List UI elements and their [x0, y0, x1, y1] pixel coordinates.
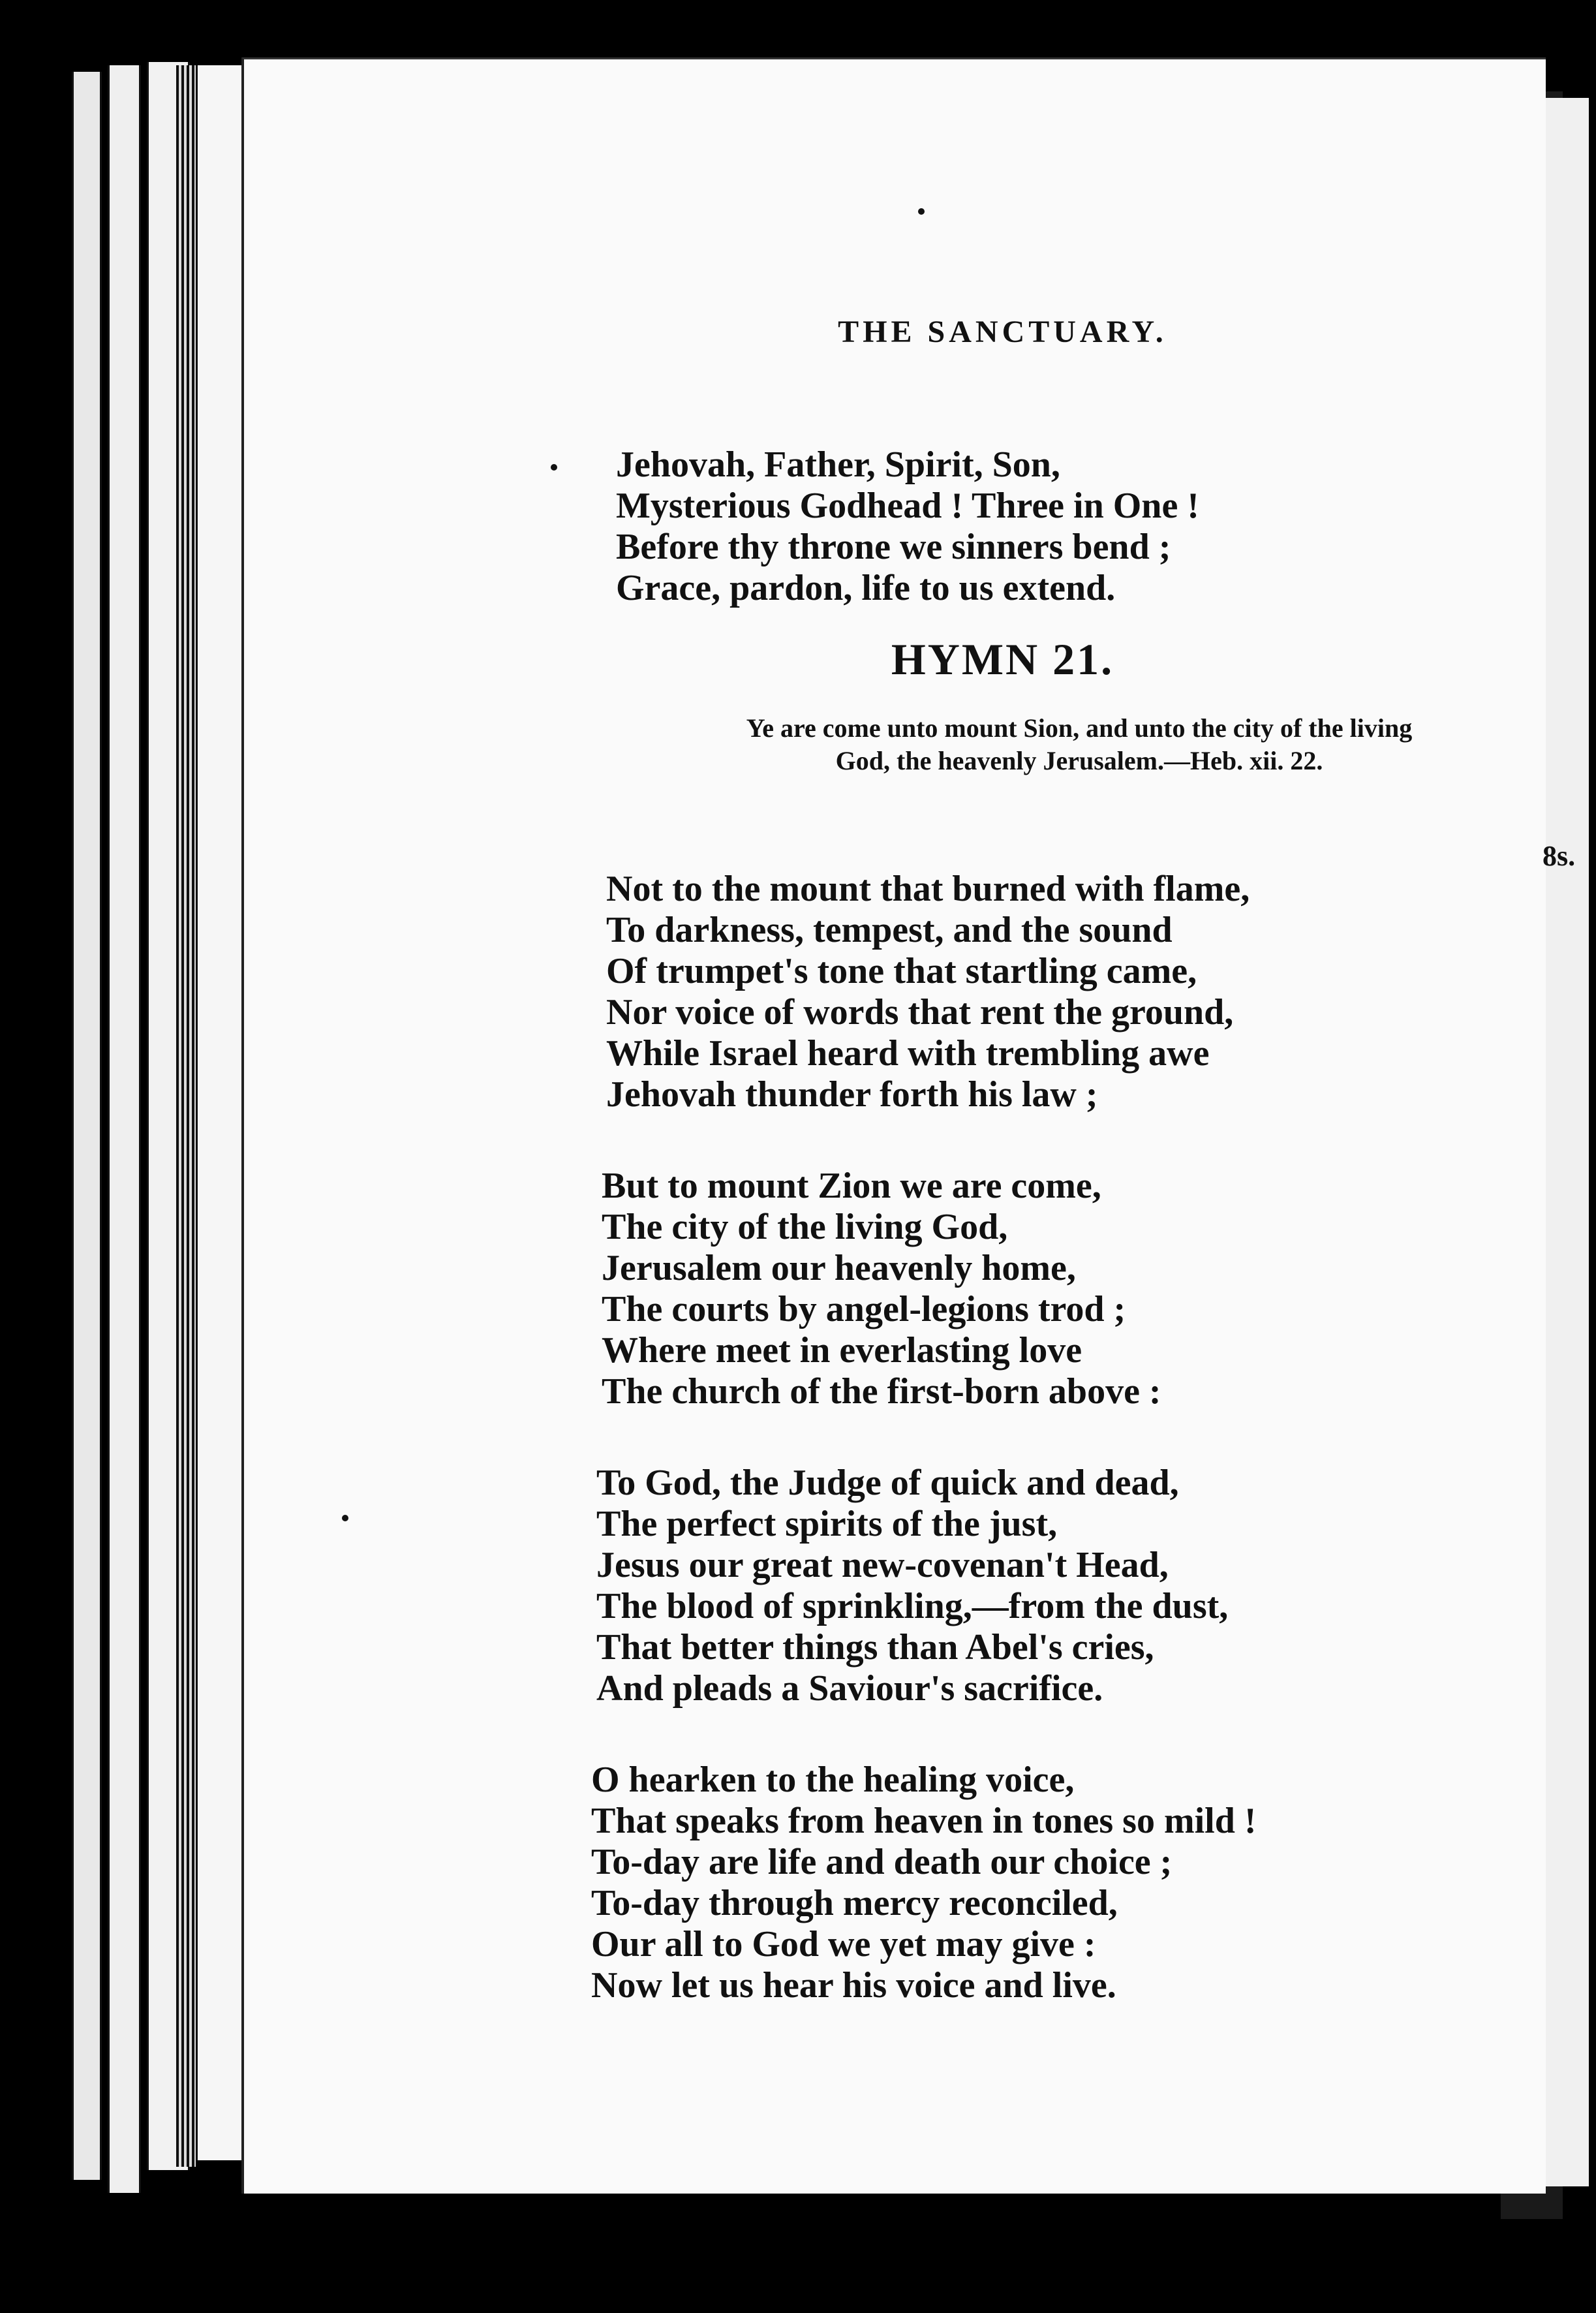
hymn-stanza-4 — [591, 1760, 1257, 2006]
verse-line: Now let us hear his voice and live. — [591, 1965, 1116, 2006]
verse-line: The perfect spirits of the just, — [596, 1504, 1058, 1544]
facing-page-edge — [1543, 98, 1589, 2186]
verse-line: And pleads a Saviour's sacrifice. — [596, 1668, 1103, 1709]
verse-line: Jesus our great new-covenan't Head, — [596, 1545, 1169, 1585]
page-edge — [72, 72, 102, 2180]
ink-speck — [551, 464, 557, 471]
hymn-title: HYMN 21. — [891, 634, 1114, 684]
verse-line: To darkness, tempest, and the sound — [606, 910, 1173, 950]
book-spine — [176, 65, 196, 2167]
verse-line: Where meet in everlasting love — [602, 1330, 1082, 1371]
verse-line: Grace, pardon, life to us extend. — [616, 568, 1116, 608]
verse-line: The city of the living God, — [602, 1207, 1008, 1247]
verse-line: Before thy throne we sinners bend ; — [616, 527, 1171, 567]
verse-line: The blood of sprinkling,—from the dust, — [596, 1586, 1229, 1626]
epigraph-line: God, the heavenly Jerusalem.—Heb. xii. 22. — [835, 746, 1323, 775]
verse-line: Nor voice of words that rent the ground, — [606, 992, 1234, 1032]
verse-line: O hearken to the healing voice, — [591, 1760, 1075, 1800]
verse-line: Jehovah thunder forth his law ; — [606, 1074, 1098, 1115]
verse-line: The courts by angel-legions trod ; — [602, 1289, 1126, 1329]
verse-line: To-day are life and death our choice ; — [591, 1842, 1173, 1882]
ink-speck — [918, 208, 925, 215]
verse-line: The church of the first-born above : — [602, 1371, 1161, 1412]
verse-line: Jehovah, Father, Spirit, Son, — [616, 444, 1060, 485]
verse-line: Of trumpet's tone that startling came, — [606, 951, 1197, 991]
closing-stanza — [616, 444, 1199, 609]
page-edge — [108, 65, 141, 2193]
meter-label: 8s. — [1542, 840, 1576, 872]
hymn-stanza-2 — [602, 1166, 1161, 1412]
verse-line: To God, the Judge of quick and dead, — [596, 1463, 1179, 1503]
verse-line: Jerusalem our heavenly home, — [602, 1248, 1076, 1288]
verse-line: Our all to God we yet may give : — [591, 1924, 1096, 1964]
verse-line: That better things than Abel's cries, — [596, 1627, 1154, 1668]
verse-line: To-day through mercy reconciled, — [591, 1883, 1118, 1923]
hymn-stanza-3 — [596, 1463, 1228, 1709]
epigraph — [525, 712, 1596, 777]
verse-line: But to mount Zion we are come, — [602, 1166, 1101, 1206]
running-head: THE SANCTUARY. — [838, 315, 1167, 349]
verse-line: That speaks from heaven in tones so mild ! — [591, 1801, 1257, 1841]
book-page — [241, 57, 1576, 2194]
verse-line: While Israel heard with trembling awe — [606, 1033, 1210, 1074]
epigraph-line: Ye are come unto mount Sion, and unto the city of the living — [746, 713, 1413, 743]
ink-speck — [342, 1515, 348, 1521]
hymn-stanza-1 — [606, 869, 1250, 1115]
verse-line: Mysterious Godhead ! Three in One ! — [616, 486, 1199, 526]
page-content — [244, 59, 1576, 2194]
verse-line: Not to the mount that burned with flame, — [606, 869, 1250, 909]
